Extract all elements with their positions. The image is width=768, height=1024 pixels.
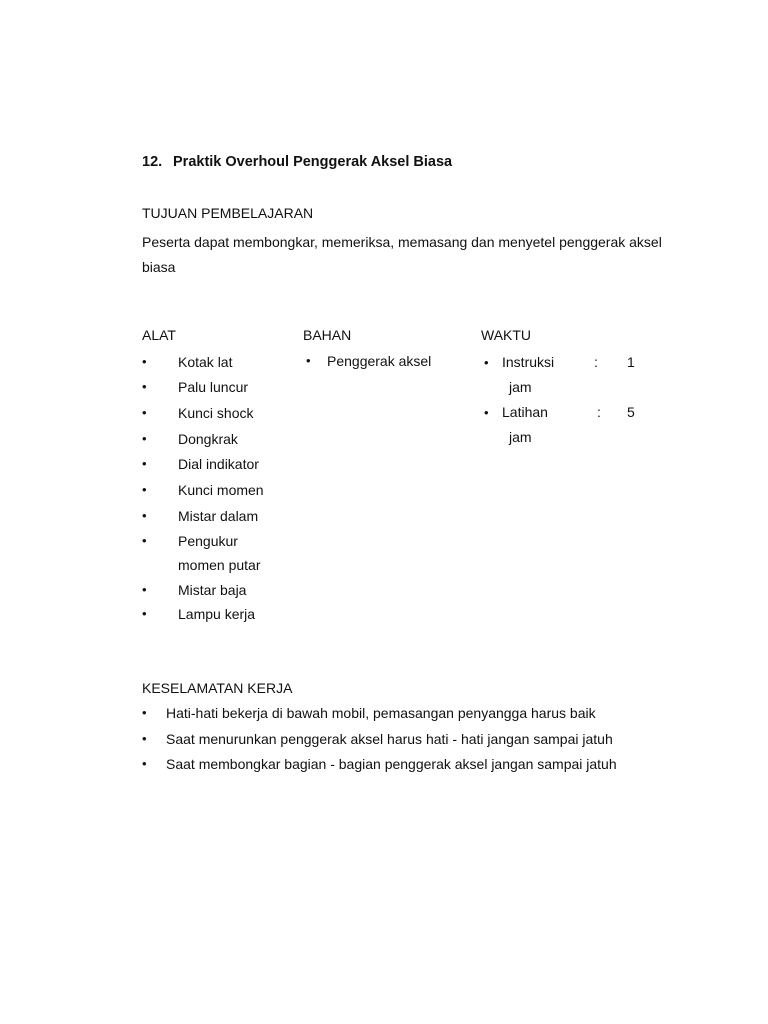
waktu-header: WAKTU [481, 327, 532, 343]
bullet-icon: • [484, 405, 489, 420]
bullet-icon: • [142, 533, 147, 548]
bullet-icon: • [142, 431, 147, 446]
bullet-icon: • [142, 705, 147, 720]
waktu-item-label: Latihan [502, 404, 548, 420]
bullet-icon: • [142, 756, 147, 771]
tujuan-heading: TUJUAN PEMBELAJARAN [142, 205, 314, 221]
bullet-icon: • [142, 508, 147, 523]
bullet-icon: • [142, 379, 147, 394]
alat-item-label: Kunci shock [178, 405, 254, 421]
alat-item-label: Pengukur momen putar [178, 533, 261, 573]
bullet-icon: • [306, 353, 311, 368]
bullet-icon: • [142, 354, 147, 369]
bahan-header: BAHAN [303, 327, 352, 343]
waktu-item-unit: jam [509, 429, 532, 445]
bullet-icon: • [484, 355, 489, 370]
keselamatan-heading: KESELAMATAN KERJA [142, 680, 293, 696]
bullet-icon: • [142, 482, 147, 497]
waktu-item-colon: : [597, 404, 601, 420]
alat-item-label: Palu luncur [178, 379, 249, 395]
keselamatan-item-text: Saat membongkar bagian - bagian penggerak aksel jangan sampai jatuh [166, 756, 617, 772]
alat-item-label: Mistar baja [178, 582, 247, 598]
waktu-item-label: Instruksi [502, 354, 555, 370]
alat-item-label: Lampu kerja [178, 606, 256, 622]
bullet-icon: • [142, 456, 147, 471]
waktu-item-value: 1 [627, 354, 635, 370]
section-number: 12. [142, 154, 163, 170]
waktu-item-value: 5 [627, 404, 635, 420]
keselamatan-item-text: Saat menurunkan penggerak aksel harus hati - hati jangan sampai jatuh [166, 731, 613, 747]
alat-item-label: Kotak lat [178, 354, 233, 370]
alat-item-label: Dongkrak [178, 431, 238, 447]
bahan-item-label: Penggerak aksel [327, 353, 432, 369]
section-title [142, 154, 452, 170]
alat-header: ALAT [142, 327, 176, 343]
alat-item-label: Kunci momen [178, 482, 264, 498]
bullet-icon: • [142, 606, 147, 621]
waktu-item-colon: : [594, 354, 598, 370]
bullet-icon: • [142, 731, 147, 746]
bullet-icon: • [142, 405, 147, 420]
tujuan-text: Peserta dapat membongkar, memeriksa, memasang dan menyetel penggerak aksel biasa [142, 234, 662, 275]
section-title-text: Praktik Overhoul Penggerak Aksel Biasa [173, 154, 453, 170]
keselamatan-item-text: Hati-hati bekerja di bawah mobil, pemasangan penyangga harus baik [166, 705, 596, 721]
alat-item-label: Mistar dalam [178, 508, 259, 524]
bullet-icon: • [142, 582, 147, 597]
alat-item-label: Dial indikator [178, 456, 259, 472]
waktu-item-unit: jam [509, 379, 532, 395]
